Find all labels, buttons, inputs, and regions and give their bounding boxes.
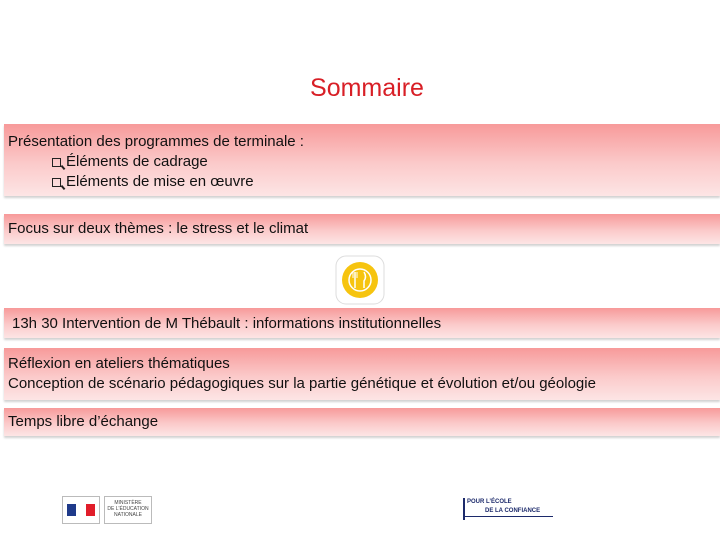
section-ateliers [4, 348, 720, 400]
ministry-name: MINISTÈRE DE L'ÉDUCATION NATIONALE [104, 496, 152, 524]
section-intervention-text: 13h 30 Intervention de M Thébault : informations institutionnelles [12, 315, 442, 332]
list-item [8, 152, 720, 172]
list-item-label: Éléments de cadrage [66, 153, 208, 170]
ecole-line2: DE LA CONFIANCE [463, 507, 553, 517]
section-ateliers-line1: Réflexion en ateliers thématiques [8, 355, 230, 372]
section-focus-text: Focus sur deux thèmes : le stress et le climat [8, 220, 309, 237]
section-ateliers-line2: Conception de scénario pédagogiques sur la partie génétique et évolution et/ou géologie [8, 375, 596, 392]
section-echange-text: Temps libre d’échange [8, 413, 159, 430]
checkbox-bullet-icon [52, 178, 61, 187]
ministry-logo [62, 496, 162, 526]
marianne-logo [62, 496, 100, 524]
checkbox-bullet-icon [52, 158, 61, 167]
slide-title: Sommaire [310, 74, 424, 102]
list-item [8, 172, 720, 192]
lunch-break-icon [335, 255, 385, 305]
section-programmes [4, 124, 720, 196]
section-intervention [4, 308, 720, 338]
section-focus [4, 214, 720, 244]
ecole-confiance-logo [463, 498, 553, 517]
section-echange [4, 408, 720, 436]
ecole-line1: POUR L’ÉCOLE [467, 499, 512, 505]
section-programmes-heading: Présentation des programmes de terminale : [8, 133, 304, 150]
list-item-label: Eléments de mise en œuvre [66, 173, 254, 190]
